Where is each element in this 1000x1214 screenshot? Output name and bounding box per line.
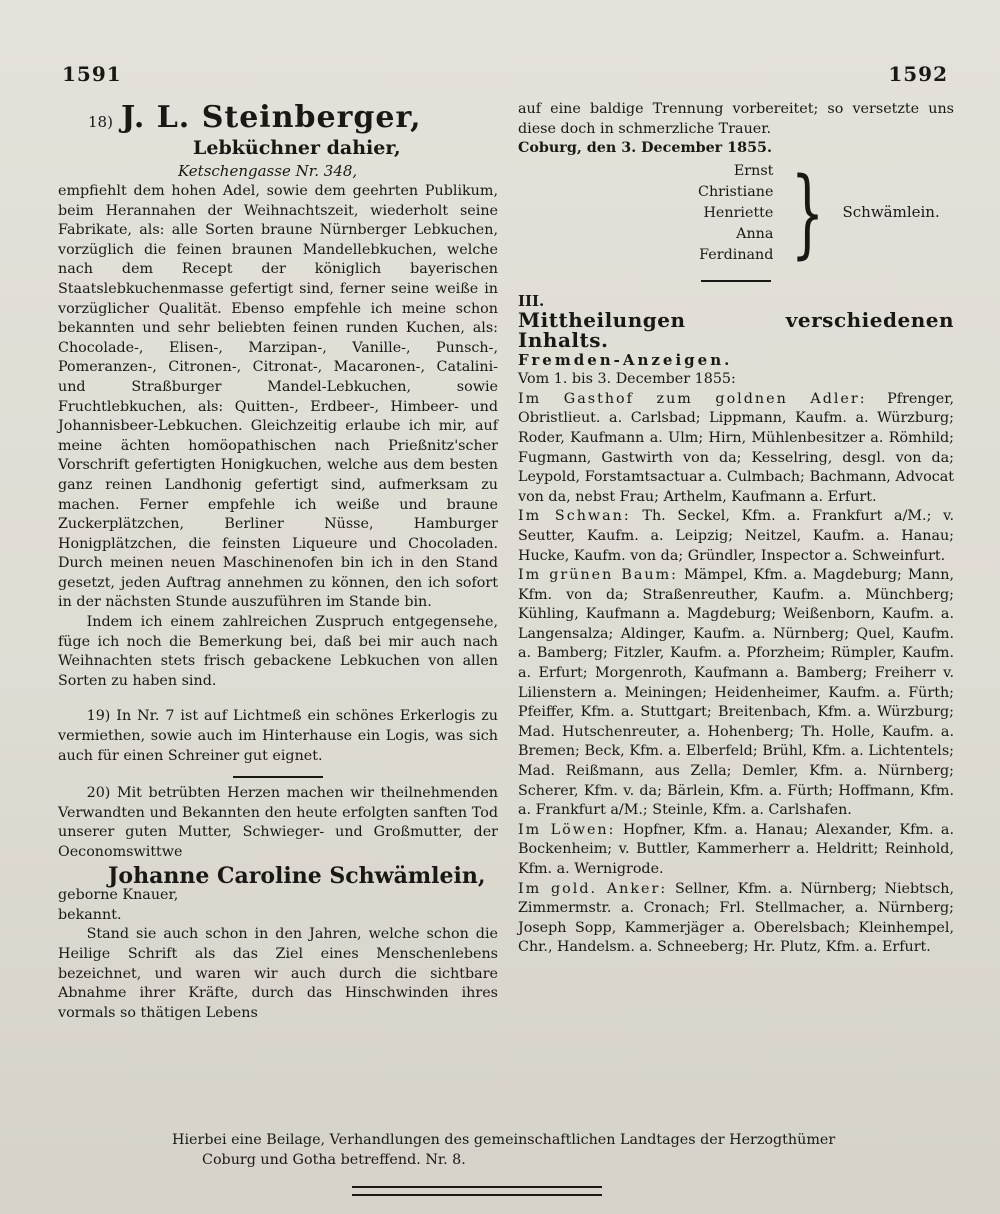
ad-20	[58, 784, 498, 1023]
left-column	[58, 100, 498, 1023]
ad-20-family-name: Schwämlein.	[842, 203, 940, 222]
section-date-range: Vom 1. bis 3. December 1855:	[518, 371, 736, 388]
closing-double-rule	[352, 1186, 602, 1196]
guest-list-entry	[518, 880, 954, 958]
signer-name: Christiane	[698, 183, 774, 200]
signer-name: Henriette	[703, 204, 774, 221]
ad-18-number: 18)	[88, 113, 113, 131]
guest-names: Pfrenger, Obristlieut. a. Carlsbad; Lippmann, Kaufm. a. Würzburg; Roder, Kaufmann a. Ulm; Hirn, Mühlenbesitzer a. Römhild; Fugmann, Gastwirth von da; Kesselring, desgl. von da; Leypold, Forstamtsactuar a. Culmbach; Bachmann, Advocat von da, nebst Frau; Arthelm, Kaufmann a. Erfurt.	[518, 390, 955, 505]
ad-20-intro: 20) Mit betrübten Herzen machen wir theilnehmenden Verwandten und Bekannten den heute erfolgten sanften Tod unserer guten Mutter, Schwieger- und Großmutter, der Oeconomswittwe	[58, 785, 498, 860]
ad-18-firm-name: J. L. Steinberger,	[120, 100, 422, 135]
signer-name: Ernst	[733, 162, 774, 179]
hotel-name: Im grünen Baum:	[518, 567, 678, 584]
signer-list	[698, 161, 773, 266]
ad-18-trade: Lebküchner dahier,	[193, 137, 401, 159]
ad-19-text: 19) In Nr. 7 ist auf Lichtmeß ein schönes Erkerlogis zu vermiethen, sowie auch im Hinterhause ein Logis, was sich auch für einen Schreiner gut eignet.	[58, 708, 498, 764]
ad-19	[58, 707, 498, 766]
guest-names: Mämpel, Kfm. a. Magdeburg; Mann, Kfm. von da; Straßenreuther, Kaufm. a. Münchberg; Kühling, Kaufmann a. Magdeburg; Weißenborn, Kaufm. a. Langensalza; Aldinger, Kaufm. a. Nürnberg; Quel, Kaufm. a. Bamberg; Fitzler, Kaufm. a. Pforzheim; Rümpler, Kaufm. a. Erfurt; Morgenroth, Kaufmann a. Bamberg; Freiherr v. Lilienstern a. Meiningen; Heidenheimer, Kaufm. a. Fürth; Pfeiffer, Kfm. a. Stuttgart; Breitenbach, Kfm. a. Würzburg; Mad. Hutschenreuter, a. Hohenberg; Th. Holle, Kaufm. a. Bremen; Beck, Kfm. a. Elberfeld; Brühl, Kfm. a. Lichtentels; Mad. Reißmann, aus Zella; Demler, Kfm. a. Nürnberg; Scherer, Kfm. v. da; Bärlein, Kfm. a. Fürth; Hoffmann, Kfm. a. Frankfurt a/M.; Steinle, Kfm. a. Carlshafen.	[518, 567, 955, 819]
section-title: Mittheilungen verschiedenen Inhalts.	[518, 308, 954, 352]
guest-list-entry	[518, 507, 954, 566]
page-number-right: 1592	[888, 62, 948, 86]
ad-20-bekannt: bekannt.	[58, 906, 122, 923]
signer-name: Ferdinand	[699, 246, 774, 263]
page-number-left: 1591	[62, 62, 122, 86]
guest-list-entry	[518, 821, 954, 880]
ad-18-body-2: Indem ich einem zahlreichen Zuspruch entgegensehe, füge ich noch die Bemerkung bei, daß bei mir auch nach Weihnachten stets frisch gebackene Lebkuchen von allen Sorten zu haben sind.	[58, 614, 498, 689]
guest-names: Th. Seckel, Kfm. a. Frankfurt a/M.; v. Seutter, Kaufm. a. Leipzig; Neitzel, Kaufm. a. Hanau; Hucke, Kaufm. von da; Gründler, Inspector a. Schweinfurt.	[518, 508, 955, 564]
ad-20-maiden-name: geborne Knauer,	[58, 887, 179, 904]
ad-20-body: Stand sie auch schon in den Jahren, welche schon die Heilige Schrift als das Ziel eines Menschenlebens bezeichnet, und waren wir auch durch die sichtbare Abnahme ihrer Kräfte, durch das Hinschwinden ihres vormals so thätigen Lebens	[58, 926, 498, 1021]
section-rule	[701, 280, 771, 282]
hotel-name: Im Schwan:	[518, 508, 631, 525]
hotel-name: Im Gasthof zum goldnen Adler:	[518, 390, 867, 407]
section-number: III.	[518, 291, 545, 310]
ad-18-address: Ketschengasse Nr. 348,	[178, 162, 358, 180]
hotel-name: Im Löwen:	[518, 821, 616, 838]
ad-20-deceased-name: Johanne Caroline Schwämlein,	[108, 862, 486, 889]
ad-20-signers	[698, 157, 954, 270]
ad-18-header	[58, 100, 498, 136]
right-column	[518, 100, 954, 958]
guest-names: Hopfner, Kfm. a. Hanau; Alexander, Kfm. a. Bockenheim; v. Buttler, Kammerherr a. Heldritt; Reinhold, Kfm. a. Wernigrode.	[518, 821, 954, 877]
ad-20-dateline: Coburg, den 3. December 1855.	[518, 140, 772, 157]
guest-list-entry	[518, 390, 954, 508]
hotel-name: Im gold. Anker:	[518, 880, 668, 897]
footer-note	[172, 1130, 962, 1170]
ad-20-continuation: auf eine baldige Trennung vorbereitet; so versetzte uns diese doch in schmerzliche Trauer.	[518, 101, 954, 137]
guest-list-entry	[518, 566, 954, 821]
signer-name: Anna	[736, 225, 774, 242]
separator-rule	[233, 776, 323, 778]
footer-line-2: Coburg und Gotha betreffend. Nr. 8.	[202, 1152, 466, 1168]
footer-line-1: Hierbei eine Beilage, Verhandlungen des gemeinschaftlichen Landtages der Herzogthümer	[172, 1132, 836, 1148]
guest-names: Sellner, Kfm. a. Nürnberg; Niebtsch, Zimmermstr. a. Cronach; Frl. Stellmacher, a. Nürnberg; Joseph Sopp, Kammerjäger a. Oberelsbach; Kleinhempel, Chr., Handelsm. a. Schneeberg; Hr. Plutz, Kfm. a. Erfurt.	[518, 880, 954, 956]
brace-icon: }	[791, 157, 825, 270]
section-subtitle: Fremden-Anzeigen.	[518, 350, 733, 369]
ad-18-body: empfiehlt dem hohen Adel, sowie dem geehrten Publikum, beim Herannahen der Weihnachtszeit, wiederholt seine Fabrikate, als: alle Sorten braune Nürnberger Lebkuchen, vorzüglich die feinen braunen Mandellebkuchen, welche nach dem Recept der königlich bayerischen Staatslebkuchenmasse gefertigt sind, ferner seine weiße in vorzüglicher Qualität. Ebenso empfehle ich meine schon bekannten und sehr beliebten feinen runden Kuchen, als: Chocolade-, Elisen-, Marzipan-, Vanille-, Punsch-, Pomeranzen-, Citronen-, Citronat-, Macaronen-, Catalini- und Straßburger Mandel-Lebkuchen, sowie Fruchtlebkuchen, als: Quitten-, Erdbeer-, Himbeer- und Johannisbeer-Lebkuchen. Gleichzeitig erlaube ich mir, auf meine ächten homöopathischen nach Prießnitz'scher Vorschrift gefertigten Honigkuchen, welche aus dem besten ganz reinen Landhonig gefertigt sind, aufmerksam zu machen. Ferner empfehle ich weiße und braune Zuckerplätzchen, Berliner Nüsse, Hamburger Honigplätzchen, die feinsten Liqueure und Chocoladen. Durch meinen neuen Maschinenofen bin ich in den Stand gesetzt, jeden Auftrag annehmen zu können, den ich sofort in der nächsten Stunde auszuführen im Stande bin.	[58, 183, 498, 611]
